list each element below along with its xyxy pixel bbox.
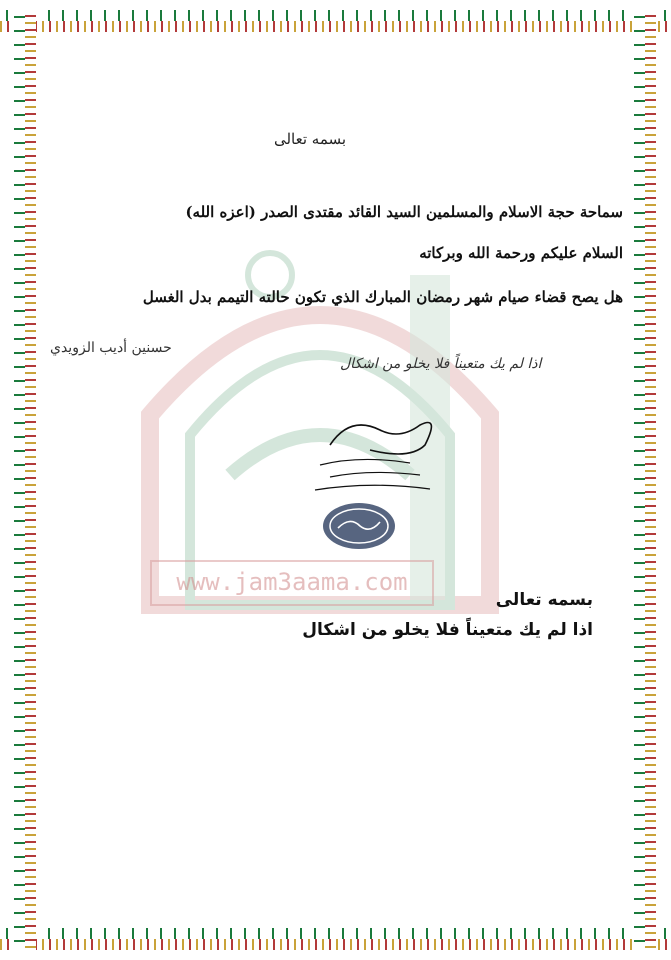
greeting-line: السلام عليكم ورحمة الله وبركاته — [419, 244, 623, 262]
addressee-line: سماحة حجة الاسلام والمسلمين السيد القائد مقتدى الصدر (اعزه الله) — [185, 203, 623, 221]
decorative-border-top — [0, 10, 671, 32]
handwritten-signature — [300, 405, 450, 500]
handwritten-reply: اذا لم يك متعيناً فلا يخلو من اشكال — [340, 356, 542, 372]
reply-title: بسمه تعالى — [495, 590, 593, 610]
decorative-border-bottom — [0, 928, 671, 950]
decorative-border-right — [634, 10, 656, 950]
header-basmala: بسمه تعالى — [273, 130, 347, 148]
watermark-url: www.jam3aama.com — [150, 560, 434, 606]
sender-name: حسنين أديب الزويدي — [50, 340, 172, 356]
question-line: هل يصح قضاء صيام شهر رمضان المبارك الذي تكون حالته التيمم بدل الغسل — [142, 288, 623, 306]
official-seal-icon — [320, 500, 398, 552]
decorative-border-left — [14, 10, 36, 950]
reply-body: اذا لم يك متعيناً فلا يخلو من اشكال — [302, 620, 593, 640]
